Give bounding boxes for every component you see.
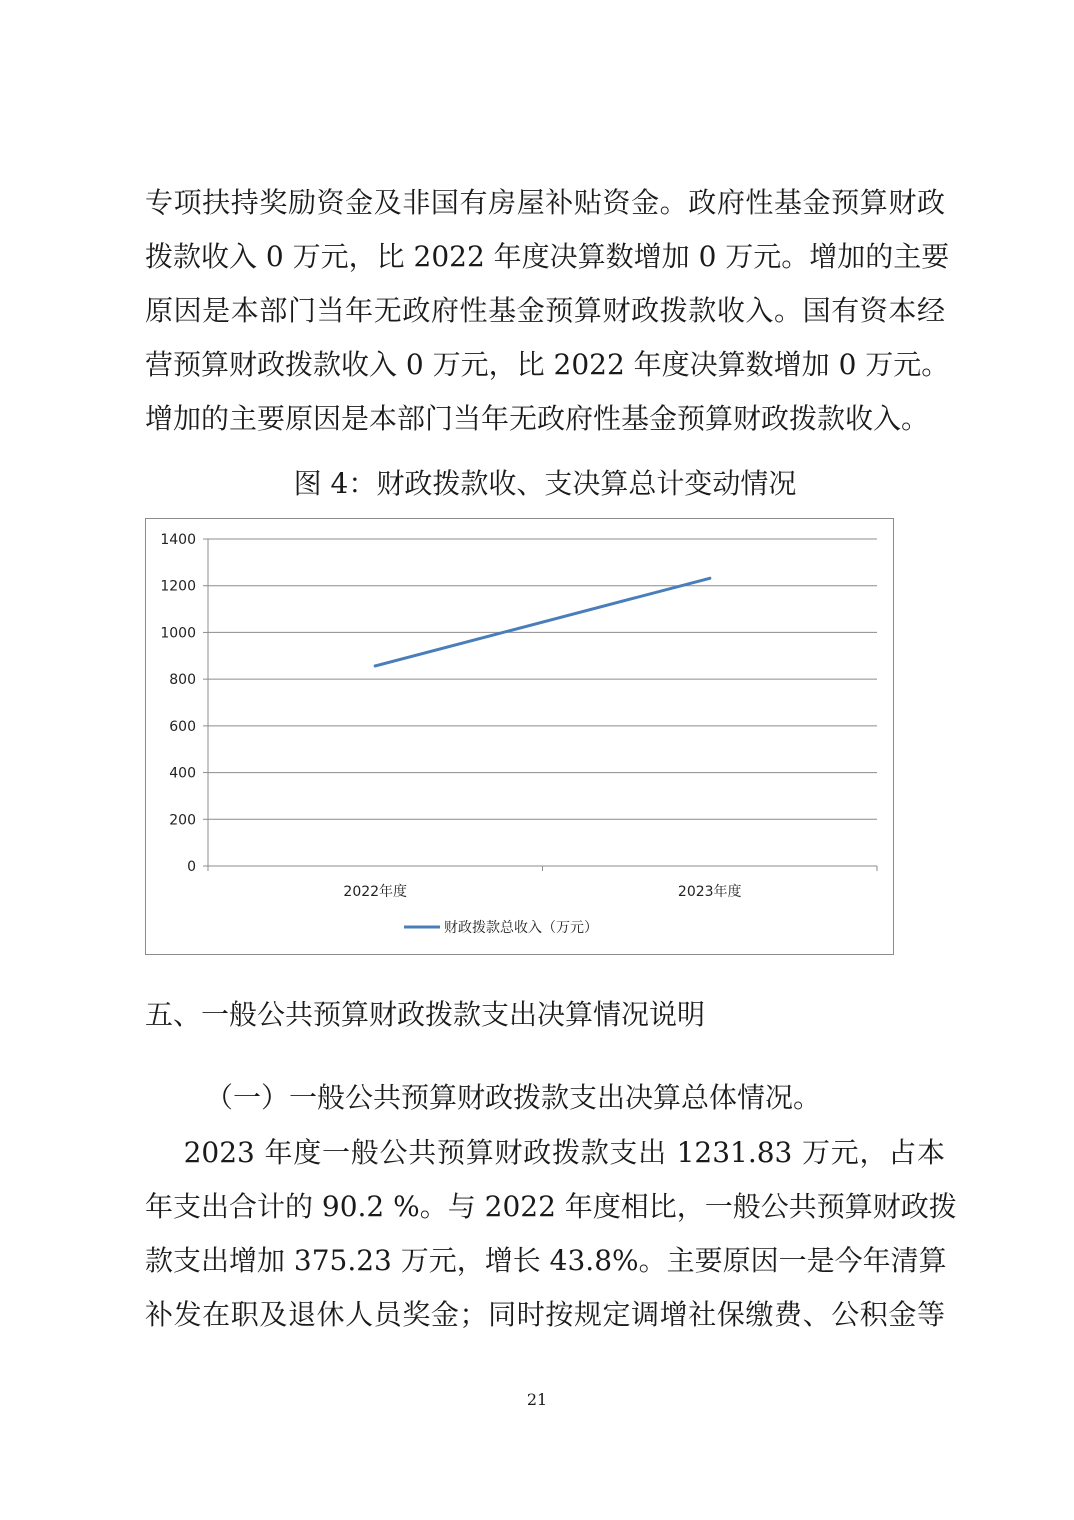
y-tick-label: 0 <box>187 859 196 875</box>
x-tick-label: 2023年度 <box>677 884 742 900</box>
section-heading: 五、一般公共预算财政拨款支出决算情况说明 <box>145 998 706 1031</box>
y-tick-label: 1000 <box>160 625 196 642</box>
y-tick-label: 1400 <box>160 532 196 548</box>
data-point <box>374 664 377 667</box>
text-line: 补发在职及退休人员奖金；同时按规定调增社保缴费、公积金等 <box>145 1298 945 1331</box>
page-number: 21 <box>526 1390 548 1409</box>
y-tick-label: 600 <box>169 718 196 735</box>
y-tick-label: 1200 <box>160 578 196 595</box>
y-tick-label: 200 <box>169 812 196 829</box>
text-line: 年支出合计的 90.2 %。与 2022 年度相比，一般公共预算财政拨 <box>145 1190 957 1223</box>
line-chart <box>145 518 894 955</box>
legend-label: 财政拨款总收入（万元） <box>444 920 598 936</box>
figure-caption: 图 4：财政拨款收、支决算总计变动情况 <box>293 467 797 500</box>
text-line: 款支出增加 375.23 万元，增长 43.8%。主要原因一是今年清算 <box>145 1244 947 1277</box>
chart-canvas <box>146 519 895 956</box>
data-point <box>708 577 711 580</box>
text-line: 增加的主要原因是本部门当年无政府性基金预算财政拨款收入。 <box>145 402 930 435</box>
text-line: 拨款收入 0 万元，比 2022 年度决算数增加 0 万元。增加的主要 <box>145 240 950 273</box>
body-paragraph-top <box>145 176 950 446</box>
text-line: 专项扶持奖励资金及非国有房屋补贴资金。政府性基金预算财政 <box>145 186 945 219</box>
text-line: 营预算财政拨款收入 0 万元，比 2022 年度决算数增加 0 万元。 <box>145 348 950 381</box>
text-line: 2023 年度一般公共预算财政拨款支出 1231.83 万元，占本 <box>145 1136 945 1169</box>
x-tick-label: 2022年度 <box>343 884 408 900</box>
text-line: 原因是本部门当年无政府性基金预算财政拨款收入。国有资本经 <box>145 294 945 327</box>
y-tick-label: 800 <box>169 672 196 689</box>
subsection-heading: （一）一般公共预算财政拨款支出决算总体情况。 <box>205 1081 822 1114</box>
series-line <box>375 578 710 666</box>
y-tick-label: 400 <box>169 765 196 782</box>
body-paragraph-bottom <box>145 1126 957 1342</box>
